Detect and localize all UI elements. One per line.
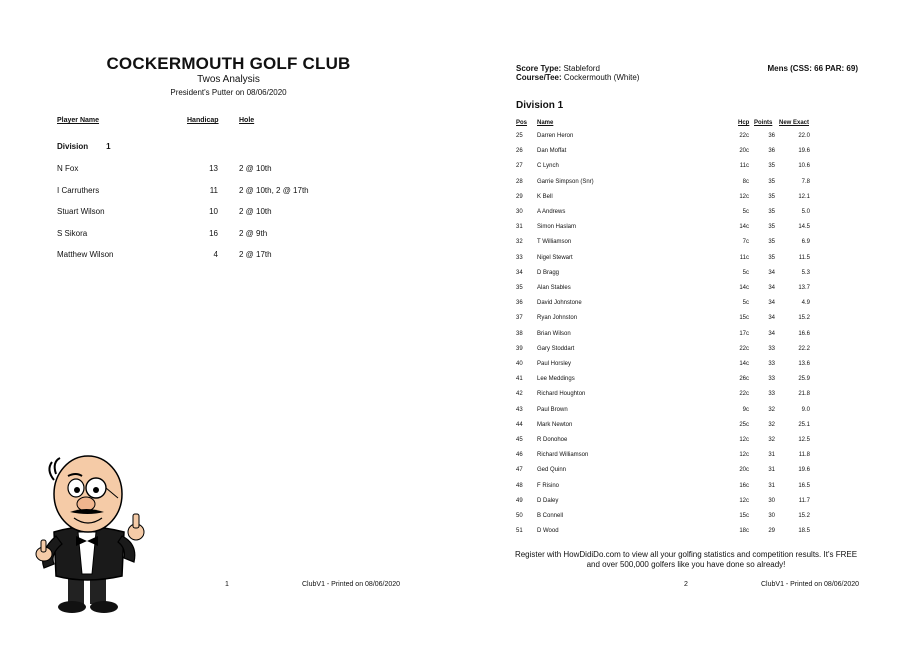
player-name: Paul Brown [537,406,568,413]
points-value: 35 [768,178,775,185]
new-exact-value: 16.5 [798,482,810,489]
new-exact-value: 14.5 [798,224,810,231]
table-row [457,163,914,175]
hole-value: 2 @ 10th [239,207,272,216]
new-exact-value: 5.0 [801,209,810,215]
handicap-value: 10 [209,207,218,216]
table-row [457,331,914,343]
hcp-value: 12c [739,452,749,459]
player-name: Stuart Wilson [57,207,105,216]
new-exact-value: 4.9 [801,300,810,307]
table-row [0,164,457,178]
table-row [457,407,914,419]
table-row [457,483,914,495]
table-row [457,300,914,312]
table-row [457,391,914,403]
score-type-value: Stableford [563,64,600,73]
pos-value: 45 [516,437,523,443]
player-name: Ryan Johnston [537,315,578,322]
player-name: Paul Horsley [537,361,572,367]
hcp-value: 16c [739,482,749,489]
table-row [457,498,914,510]
player-name: T Williamson [537,239,572,246]
hcp-value: 15c [739,315,749,322]
header-new-exact: New Exact [779,120,810,126]
hcp-value: 11c [739,254,749,261]
pos-value: 27 [516,163,523,170]
hcp-value: 5c [742,209,749,215]
new-exact-value: 7.8 [801,178,810,185]
points-value: 36 [768,133,775,139]
new-exact-value: 11.5 [798,254,810,261]
analysis-title: Twos Analysis [197,74,260,85]
header-name: Name [537,120,554,126]
course-tee-label: Course/Tee: [516,73,562,82]
score-type-line [516,64,600,73]
pos-value: 51 [516,528,523,535]
new-exact-value: 15.2 [798,315,810,322]
course-tee-value: Cockermouth (White) [563,73,640,82]
hcp-value: 22c [739,133,749,139]
table-row [457,133,914,145]
new-exact-value: 5.3 [801,269,810,276]
pos-value: 30 [516,209,523,215]
points-value: 31 [768,452,775,459]
hcp-value: 7c [742,239,749,246]
pos-value: 36 [516,300,523,307]
division-number: 1 [106,142,111,151]
points-value: 35 [768,209,775,215]
hcp-value: 20c [739,148,749,155]
table-row [0,250,457,264]
hcp-value: 12c [739,193,749,200]
player-name: C Lynch [537,163,559,170]
table-row [457,285,914,297]
player-name: S Sikora [57,229,88,238]
score-type-label: Score Type: [516,64,562,73]
hcp-value: 14c [739,361,749,367]
player-name: Lee Meddings [537,376,575,383]
hcp-value: 9c [742,406,749,413]
points-value: 32 [768,437,775,443]
handicap-value: 11 [209,186,218,195]
player-name: F Risino [537,482,560,489]
pos-value: 48 [516,482,523,489]
pos-value: 49 [516,497,523,504]
player-name: Richard Houghton [537,391,586,398]
points-value: 31 [768,467,775,474]
hcp-value: 17c [739,330,749,337]
printed-footer: ClubV1 - Printed on 08/06/2020 [761,581,860,588]
table-row [457,346,914,358]
table-row [457,361,914,373]
page-number: 2 [684,581,688,588]
pos-value: 42 [516,391,523,398]
pos-value: 34 [516,269,523,276]
hole-value: 2 @ 17th [239,250,272,259]
pos-value: 32 [516,239,523,246]
hcp-value: 15c [739,513,749,519]
header-player-name: Player Name [57,117,100,124]
handicap-value: 13 [209,164,218,173]
competition-subtitle: President's Putter on 08/06/2020 [170,88,287,97]
header-handicap: Handicap [187,117,219,124]
hcp-value: 20c [739,467,749,474]
new-exact-value: 19.6 [798,467,810,474]
new-exact-value: 22.0 [798,133,810,139]
table-row [457,528,914,540]
player-name: David Johnstone [537,300,582,307]
hcp-value: 18c [739,528,749,535]
header-points: Points [754,120,773,126]
course-tee-line [516,73,639,82]
new-exact-value: 25.9 [798,376,810,383]
pos-value: 28 [516,178,523,185]
player-name: D Bragg [537,269,560,276]
points-value: 30 [768,497,775,504]
header-hcp: Hcp [738,120,750,126]
table-row [457,452,914,464]
club-title: COCKERMOUTH GOLF CLUB [106,54,351,73]
table-row [457,255,914,267]
register-message [507,550,865,570]
pos-value: 37 [516,315,523,322]
division-label [57,142,111,151]
table-row [457,376,914,388]
points-value: 34 [768,330,775,337]
pos-value: 31 [516,224,523,231]
new-exact-value: 13.6 [798,361,810,367]
table-row [457,270,914,282]
table-row [457,148,914,160]
header-pos: Pos [516,120,528,126]
printed-footer: ClubV1 - Printed on 08/06/2020 [302,581,401,588]
pos-value: 41 [516,376,523,383]
player-name: R Donohoe [537,437,568,443]
player-name: Richard Williamson [537,452,589,459]
handicap-value: 16 [209,229,218,238]
player-name: Dan Moffat [537,148,567,155]
new-exact-value: 19.6 [798,148,810,155]
table-row [0,229,457,243]
new-exact-value: 22.2 [798,345,810,352]
player-name: Gary Stoddart [537,345,575,352]
golfer-mascot-thumbs-up [26,452,156,618]
pos-value: 50 [516,513,523,519]
division-title: Division 1 [516,100,564,111]
hcp-value: 14c [739,285,749,291]
hole-value: 2 @ 9th [239,229,268,238]
new-exact-value: 13.7 [798,285,810,291]
table-row [0,186,457,200]
player-name: Matthew Wilson [57,250,114,259]
hcp-value: 5c [742,300,749,307]
register-line-2: and over 500,000 golfers like you have done so already! [586,560,786,569]
new-exact-value: 15.2 [798,513,810,519]
header-hole: Hole [239,117,255,124]
hcp-value: 22c [739,345,749,352]
player-name: Darren Heron [537,133,574,139]
player-name: A Andrews [537,209,566,215]
hcp-value: 12c [739,497,749,504]
table-row [0,207,457,221]
page-number: 1 [225,581,229,588]
table-row [457,239,914,251]
player-name: B Connell [537,513,564,519]
points-value: 32 [768,421,775,428]
new-exact-value: 6.9 [801,239,810,246]
pos-value: 39 [516,345,523,352]
hcp-value: 25c [739,421,749,428]
handicap-value: 4 [213,250,218,259]
player-name: Garrie Simpson (Snr) [537,178,594,185]
player-name: N Fox [57,164,79,173]
points-value: 29 [768,528,775,535]
table-row [457,422,914,434]
hcp-value: 11c [739,163,749,170]
pos-value: 29 [516,193,523,200]
points-value: 36 [768,148,775,155]
points-value: 34 [768,315,775,322]
player-name: Simon Haslam [537,224,577,231]
points-value: 34 [768,269,775,276]
player-name: Alan Stables [537,285,571,291]
register-line-1: Register with HowDidiDo.com to view all your golfing statistics and competition results. It's FREE [514,550,858,559]
new-exact-value: 9.0 [801,406,810,413]
new-exact-value: 12.1 [798,193,810,200]
points-value: 35 [768,193,775,200]
new-exact-value: 21.8 [798,391,810,398]
hcp-value: 12c [739,437,749,443]
pos-value: 44 [516,421,523,428]
player-name: Brian Wilson [537,330,571,337]
hole-value: 2 @ 10th, 2 @ 17th [239,186,309,195]
points-value: 34 [768,300,775,307]
pos-value: 46 [516,452,523,459]
table-row [457,209,914,221]
pos-value: 47 [516,467,523,474]
points-value: 31 [768,482,775,489]
pos-value: 35 [516,285,523,291]
division-word: Division [57,142,89,151]
new-exact-value: 11.8 [798,452,810,459]
hcp-value: 26c [739,376,749,383]
pos-value: 38 [516,330,523,337]
new-exact-value: 18.5 [798,528,810,535]
pos-value: 40 [516,361,523,367]
player-name: D Wood [537,528,559,535]
points-value: 33 [768,376,775,383]
mens-css-par: Mens (CSS: 66 PAR: 69) [767,64,858,73]
new-exact-value: 25.1 [798,421,810,428]
points-value: 35 [768,163,775,170]
pos-value: 43 [516,406,523,413]
player-name: I Carruthers [57,186,100,195]
player-name: Nigel Stewart [537,254,573,261]
new-exact-value: 10.6 [798,163,810,170]
points-value: 33 [768,391,775,398]
table-row [457,513,914,525]
new-exact-value: 12.5 [798,437,810,443]
points-value: 35 [768,224,775,231]
points-value: 35 [768,254,775,261]
points-value: 33 [768,345,775,352]
hcp-value: 5c [742,269,749,276]
points-value: 35 [768,239,775,246]
points-value: 33 [768,361,775,367]
table-row [457,224,914,236]
report-page-2 [457,0,914,645]
player-name: D Daley [537,497,559,504]
hcp-value: 8c [742,178,749,185]
hole-value: 2 @ 10th [239,164,272,173]
points-value: 34 [768,285,775,291]
hcp-value: 14c [739,224,749,231]
player-name: K Bell [537,193,553,200]
table-row [457,437,914,449]
new-exact-value: 16.6 [798,330,810,337]
table-row [457,467,914,479]
player-name: Ged Quinn [537,467,567,474]
hcp-value: 22c [739,391,749,398]
new-exact-value: 11.7 [798,497,810,504]
pos-value: 26 [516,148,523,155]
table-row [457,194,914,206]
pos-value: 33 [516,254,523,261]
points-value: 30 [768,513,775,519]
table-row [457,315,914,327]
pos-value: 25 [516,133,523,139]
player-name: Mark Newton [537,421,573,428]
points-value: 32 [768,406,775,413]
table-row [457,179,914,191]
